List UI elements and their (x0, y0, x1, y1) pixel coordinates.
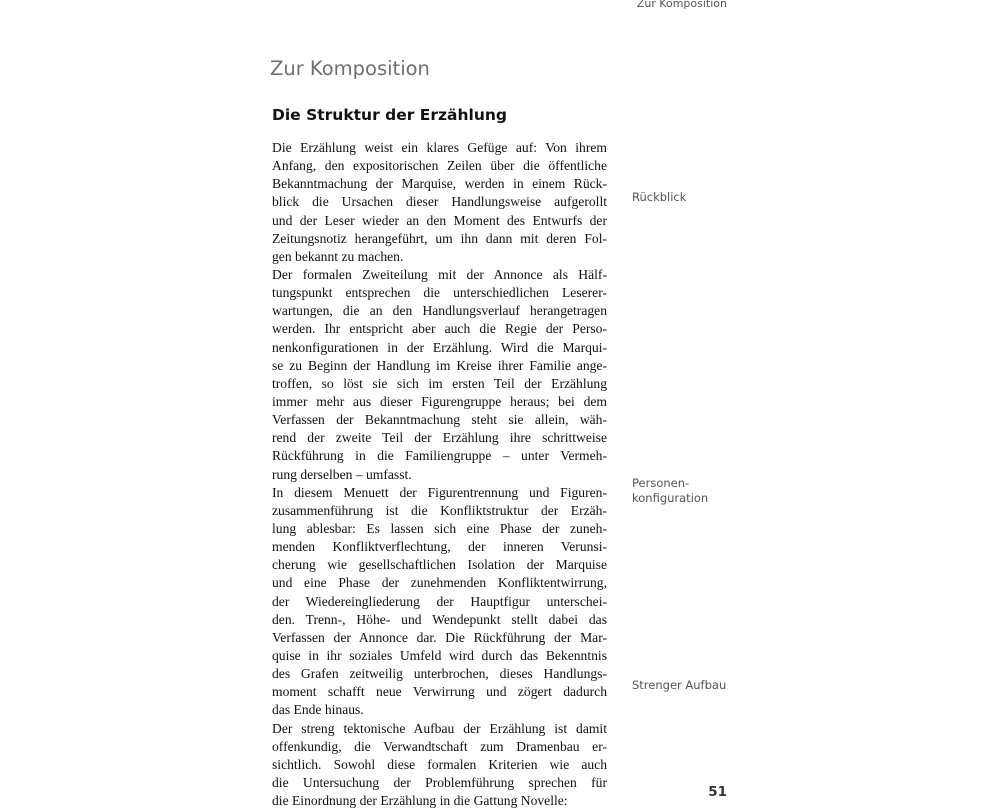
body-line: tungspunkt entsprechen die unterschiedlichen Leserer- (272, 285, 607, 301)
body-line: Verfassen der Annonce dar. Die Rückführung der Mar- (272, 629, 607, 645)
body-line: cherung wie gesellschaftlichen Isolation der Marquise (272, 557, 607, 573)
body-line: Anfang, den expositorischen Zeilen über die öffentliche (272, 158, 607, 174)
body-line: rung derselben – umfasst. (272, 466, 412, 482)
body-line: lung ablesbar: Es lassen sich eine Phase der zuneh- (272, 520, 607, 536)
body-line: der Wiedereingliederung der Hauptfigur unterschei- (272, 593, 607, 609)
body-line: menden Konfliktverflechtung, der inneren Verunsi- (272, 539, 607, 555)
body-line: des Grafen zeitweilig unterbrochen, dieses Handlungs- (272, 666, 607, 682)
margin-note-personenkonfiguration (632, 476, 708, 506)
body-line: und eine Phase der zunehmenden Konfliktentwirrung, (272, 575, 607, 591)
body-line: zusammenführung ist die Konfliktstruktur der Erzäh- (272, 502, 607, 518)
body-line: moment schafft neue Verwirrung und zögert dadurch (272, 684, 607, 700)
body-line: Die Erzählung weist ein klares Gefüge auf: Von ihrem (272, 140, 607, 155)
body-line: die Einordnung der Erzählung in die Gattung Novelle: (272, 793, 568, 809)
running-head: Zur Komposition (636, 0, 727, 10)
body-line: Verfassen der Bekanntmachung steht sie allein, wäh- (272, 412, 607, 428)
margin-note-line: Personen- (632, 476, 690, 490)
body-line: die Untersuchung der Problemführung sprechen für (272, 774, 607, 790)
body-line: offenkundig, die Verwandtschaft zum Dramenbau er- (272, 738, 607, 754)
body-line: Bekanntmachung der Marquise, werden in einem Rück- (272, 176, 607, 192)
body-line: das Ende hinaus. (272, 702, 364, 718)
margin-note-line: Rückblick (632, 190, 687, 204)
section-title: Die Struktur der Erzählung (272, 106, 508, 124)
body-line: Der streng tektonische Aufbau der Erzählung ist damit (272, 720, 607, 736)
body-line: In diesem Menuett der Figurentrennung und Figuren- (272, 484, 607, 500)
margin-note-line: Strenger Aufbau (632, 678, 727, 692)
body-line: sichtlich. Sowohl diese formalen Kriterien wie auch (272, 756, 607, 772)
body-line: und der Leser wieder an den Moment des Entwurfs der (272, 212, 607, 228)
body-line: Zeitungsnotiz herangeführt, um ihn dann mit deren Fol- (272, 230, 607, 246)
body-line: gen bekannt zu machen. (272, 248, 404, 264)
body-line: nenkonfigurationen in der Erzählung. Wird die Marqui- (272, 339, 607, 355)
body-line: den. Trenn-, Höhe- und Wendepunkt stellt dabei das (272, 611, 607, 627)
body-line: blick die Ursachen dieser Handlungsweise aufgerollt (272, 194, 607, 210)
body-line: werden. Ihr entspricht aber auch die Regie der Perso- (272, 321, 607, 337)
page-number: 51 (708, 784, 727, 800)
margin-note-strenger-aufbau (632, 678, 726, 693)
body-line: Der formalen Zweiteilung mit der Annonce als Hälf- (272, 266, 607, 282)
body-line: rend der zweite Teil der Erzählung ihre schrittweise (272, 430, 607, 446)
body-line: se zu Beginn der Handlung im Kreise ihrer Familie ange- (272, 357, 607, 373)
body-line: immer mehr aus dieser Figurengruppe heraus; bei dem (272, 393, 607, 409)
body-text (272, 139, 607, 810)
body-line: troffen, so löst sie sich im ersten Teil der Erzählung (272, 375, 607, 391)
margin-note-rueckblick (632, 190, 686, 205)
body-line: wartungen, die an den Handlungsverlauf herangetragen (272, 303, 607, 319)
body-line: Rückführung in die Familiengruppe – unter Vermeh- (272, 448, 607, 464)
body-line: quise in ihr soziales Umfeld wird durch das Bekenntnis (272, 647, 607, 663)
chapter-title: Zur Komposition (270, 57, 430, 80)
margin-note-line: konfiguration (632, 491, 709, 505)
